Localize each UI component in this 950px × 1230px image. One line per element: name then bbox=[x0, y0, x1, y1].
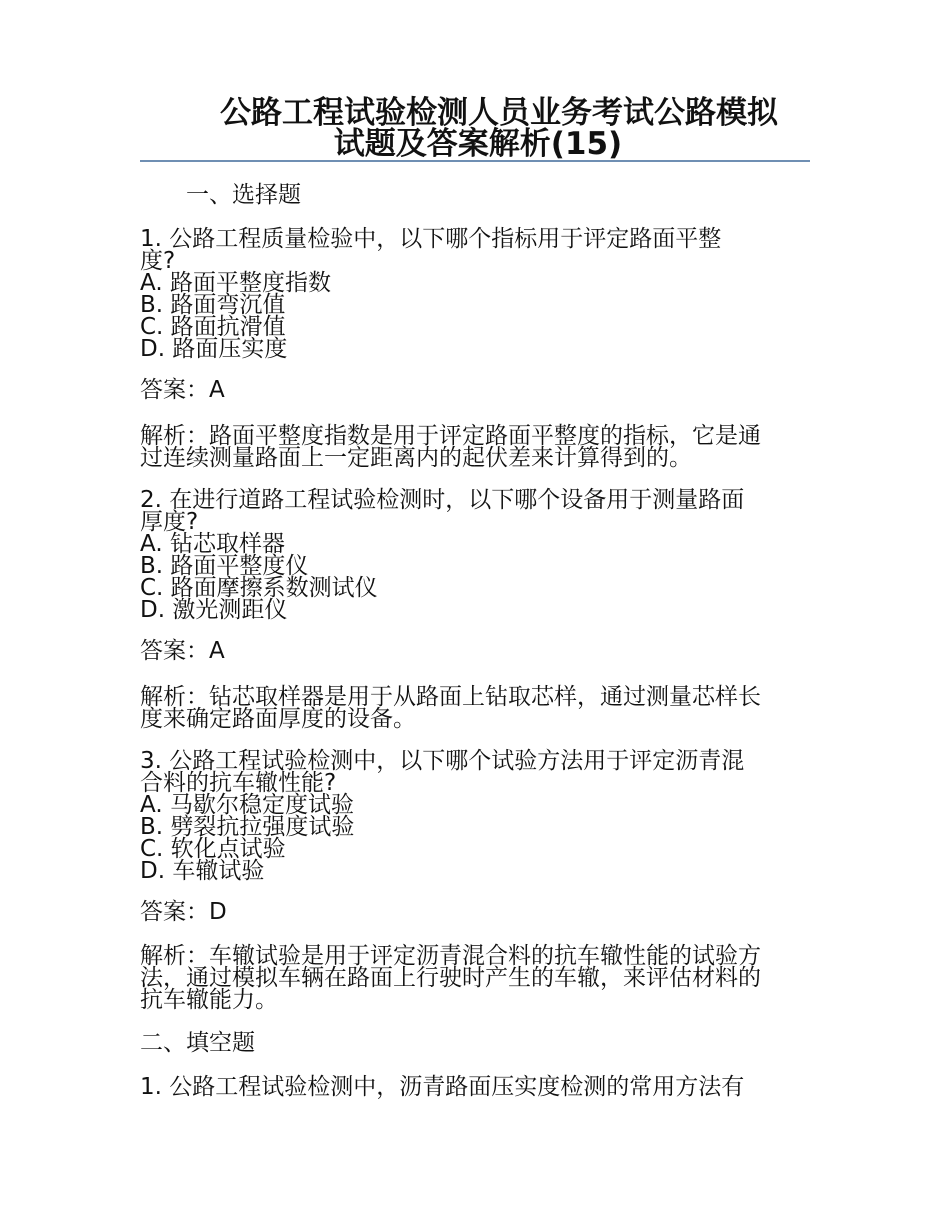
section-heading-choice: 一、选择题 bbox=[186, 182, 301, 208]
option-b: B. 路面平整度仪 bbox=[140, 553, 309, 579]
option-b: B. 劈裂抗拉强度试验 bbox=[140, 814, 355, 840]
title-line-1: 公路工程试验检测人员业务考试公路模拟 bbox=[220, 95, 778, 131]
analysis-line: 解析：路面平整度指数是用于评定路面平整度的指标，它是通 bbox=[140, 423, 761, 449]
analysis-line: 抗车辙能力。 bbox=[140, 987, 278, 1013]
question-stem-line: 3. 公路工程试验检测中，以下哪个试验方法用于评定沥青混 bbox=[140, 748, 745, 774]
section-heading-fill: 二、填空题 bbox=[140, 1030, 255, 1056]
question-stem-line: 合料的抗车辙性能? bbox=[140, 770, 337, 796]
fill-question-1: 1. 公路工程试验检测中，沥青路面压实度检测的常用方法有 bbox=[140, 1074, 745, 1100]
analysis-2 bbox=[140, 686, 820, 730]
option-a: A. 钻芯取样器 bbox=[140, 531, 285, 557]
question-stem-line: 度? bbox=[140, 248, 176, 274]
title-divider bbox=[140, 160, 810, 162]
analysis-1 bbox=[140, 425, 820, 469]
answer-1: 答案：A bbox=[140, 377, 225, 403]
option-d: D. 激光测距仪 bbox=[140, 597, 288, 623]
option-a: A. 马歇尔稳定度试验 bbox=[140, 792, 354, 818]
question-stem-line: 2. 在进行道路工程试验检测时，以下哪个设备用于测量路面 bbox=[140, 487, 745, 513]
analysis-line: 解析：钻芯取样器是用于从路面上钻取芯样，通过测量芯样长 bbox=[140, 684, 761, 710]
analysis-3 bbox=[140, 945, 820, 1011]
analysis-line: 过连续测量路面上一定距离内的起伏差来计算得到的。 bbox=[140, 445, 692, 471]
option-c: C. 软化点试验 bbox=[140, 836, 286, 862]
option-c: C. 路面摩擦系数测试仪 bbox=[140, 575, 378, 601]
question-stem-line: 厚度? bbox=[140, 509, 199, 535]
title-line-2: 试题及答案解析(15) bbox=[333, 126, 623, 162]
option-b: B. 路面弯沉值 bbox=[140, 292, 286, 318]
question-2 bbox=[140, 489, 820, 621]
option-c: C. 路面抗滑值 bbox=[140, 314, 286, 340]
answer-3: 答案：D bbox=[140, 899, 227, 925]
question-stem-line: 1. 公路工程质量检验中，以下哪个指标用于评定路面平整 bbox=[140, 226, 722, 252]
analysis-line: 法，通过模拟车辆在路面上行驶时产生的车辙，来评估材料的 bbox=[140, 965, 761, 991]
option-d: D. 路面压实度 bbox=[140, 336, 288, 362]
question-3 bbox=[140, 750, 820, 882]
option-a: A. 路面平整度指数 bbox=[140, 270, 331, 296]
question-1 bbox=[140, 228, 820, 360]
analysis-line: 度来确定路面厚度的设备。 bbox=[140, 706, 416, 732]
analysis-line: 解析：车辙试验是用于评定沥青混合料的抗车辙性能的试验方 bbox=[140, 943, 761, 969]
document-title bbox=[140, 95, 810, 162]
option-d: D. 车辙试验 bbox=[140, 858, 265, 884]
answer-2: 答案：A bbox=[140, 638, 225, 664]
